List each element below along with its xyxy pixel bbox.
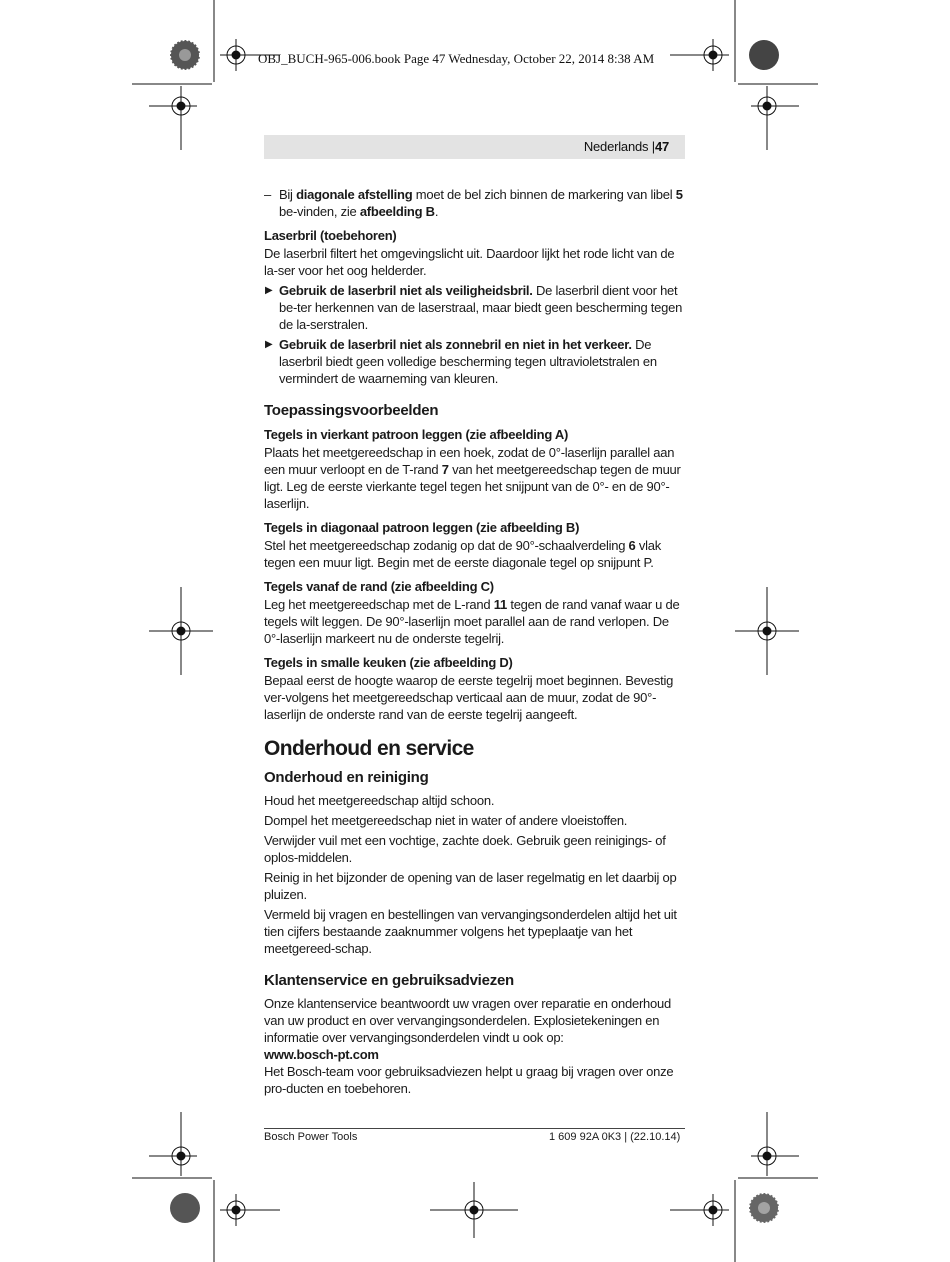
example-a-text [264,444,685,512]
header-language: Nederlands [583,139,649,154]
reiniging-p5: Vermeld bij vragen en bestellingen van vervangingsonderdelen altijd het uit tien cijfers bestaande zaaknummer volgens het typeplaatje van het meetgereed-schap. [264,907,677,956]
b-text-1: Stel het meetgereedschap zodanig op dat de 90°-schaalverdeling [264,538,629,553]
dash-marker: – [264,187,271,202]
b-text-2: vlak tegen een muur ligt. Begin met de eerste diagonale tegel op snijpunt P. [264,538,662,570]
a-text-1: Plaats het meetgereedschap in een hoek, zodat de 0°-laserlijn parallel aan een muur verloopt en de T-rand [264,445,675,477]
a-bold-1: 7 [441,462,449,477]
page-header-bar [264,135,685,159]
warning-2-text: De laserbril biedt geen volledige bescherming tegen ultravioletstralen en vermindert de waarneming van kleuren. [279,337,657,386]
intro-text-1: Bij [279,187,297,202]
toepassing-heading: Toepassingsvoorbeelden [264,402,439,419]
intro-bullet [264,186,685,220]
page-content [264,186,685,1100]
reiniging-p2: Dompel het meetgereedschap niet in water of andere vloeistoffen. [264,813,628,828]
klantenservice-p2: Het Bosch-team voor gebruiksadviezen helpt u graag bij vragen over onze pro-ducten en toebehoren. [264,1064,674,1096]
registration-target-bottom-center [430,1182,518,1238]
gray-circle-bottom-left [170,1193,200,1223]
intro-text-4: . [434,204,439,219]
warning-2-bold: Gebruik de laserbril niet als zonnebril en niet in het verkeer. [279,337,632,352]
registration-target-left-middle [149,587,213,675]
a-text-2: van het meetgereedschap tegen de muur ligt. Leg de eerste vierkante tegel tegen het snijpunt van de 0°- en de 90°-laserlijn. [264,462,681,511]
klantenservice-p1: Onze klantenservice beantwoordt uw vragen over reparatie en onderhoud van uw product en over vervangingsonderdelen. Explosietekeningen en informatie over vervangingsonderdelen vindt u ook op: [264,996,671,1045]
example-b-heading: Tegels in diagonaal patroon leggen (zie afbeelding B) [264,520,580,535]
registration-target-bottom-right [670,1194,729,1226]
example-c-text [264,596,685,647]
laserbril-warning-1 [264,282,685,333]
reiniging-p1: Houd het meetgereedschap altijd schoon. [264,793,495,808]
footer-doc-number: 1 609 92A 0K3 | (22.10.14) [549,1131,681,1143]
page-number: 47 [654,139,669,154]
color-bar-star-bottom-right [749,1193,779,1223]
intro-bold-1: diagonale afstelling [296,187,413,202]
example-a-heading: Tegels in vierkant patroon leggen (zie afbeelding A) [264,427,569,442]
reiniging-p4: Reinig in het bijzonder de opening van de laser regelmatig en let daarbij op pluizen. [264,870,677,902]
registration-target-top-right [670,39,729,71]
example-d-heading: Tegels in smalle keuken (zie afbeelding D) [264,655,513,670]
intro-text-3: be-vinden, zie [279,204,360,219]
intro-bold-3: afbeelding B [359,204,435,219]
registration-target-right-lower [751,1147,799,1165]
gray-circle-top-right [749,40,779,70]
example-b-text [264,537,685,571]
laserbril-heading: Laserbril (toebehoren) [264,228,397,243]
example-d-text: Bepaal eerst de hoogte waarop de eerste tegelrij moet beginnen. Bevestig ver-volgens het meetgereedschap verticaal aan de muur, zodat de 90°-laserlijn de onderste rand van de eerste tegelrij aangeeft. [264,673,674,722]
c-text-2: tegen de rand vanaf waar u de tegels wilt leggen. De 90°-laserlijn moet parallel aan de rand verlopen. De 0°-laserlijn markeert nu de onderste tegelrij. [264,597,680,646]
footer-rule [264,1128,685,1129]
example-c-heading: Tegels vanaf de rand (zie afbeelding C) [264,579,494,594]
header-separator: | [651,139,655,154]
reiniging-heading: Onderhoud en reiniging [264,769,429,786]
footer-brand: Bosch Power Tools [264,1131,358,1143]
website-link[interactable]: www.bosch-pt.com [264,1047,379,1062]
file-slug: OBJ_BUCH-965-006.book Page 47 Wednesday, October 22, 2014 8:38 AM [258,51,655,66]
intro-text-2: moet de bel zich binnen de markering van libel [412,187,676,202]
warning-1-text: De laserbril dient voor het be-ter herkennen van de laserstraal, maar biedt geen bescherming tegen de la-serstralen. [279,283,683,332]
laserbril-warning-2 [264,336,685,387]
intro-bold-2: 5 [675,187,683,202]
klantenservice-heading: Klantenservice en gebruiksadviezen [264,972,514,989]
c-text-1: Leg het meetgereedschap met de L-rand [264,597,494,612]
registration-target-bottom-left [220,1194,280,1226]
arrow-icon: ▶ [265,339,273,350]
b-bold-1: 6 [628,538,636,553]
page-header [584,139,669,154]
onderhoud-chapter-heading: Onderhoud en service [264,737,474,760]
registration-target-left-upper [149,97,197,115]
registration-target-right-middle [735,587,799,675]
color-bar-star-top-left [170,40,200,70]
registration-target-left-lower [149,1147,197,1165]
laserbril-text: De laserbril filtert het omgevingslicht uit. Daardoor lijkt het rode licht van de la-ser voor het oog helderder. [264,246,675,278]
arrow-icon: ▶ [265,285,273,296]
warning-1-bold: Gebruik de laserbril niet als veiligheidsbril. [279,283,533,298]
c-bold-1: 11 [493,597,507,612]
reiniging-p3: Verwijder vuil met een vochtige, zachte doek. Gebruik geen reinigings- of oplos-middelen. [264,833,666,865]
registration-target-right-upper [751,97,799,115]
